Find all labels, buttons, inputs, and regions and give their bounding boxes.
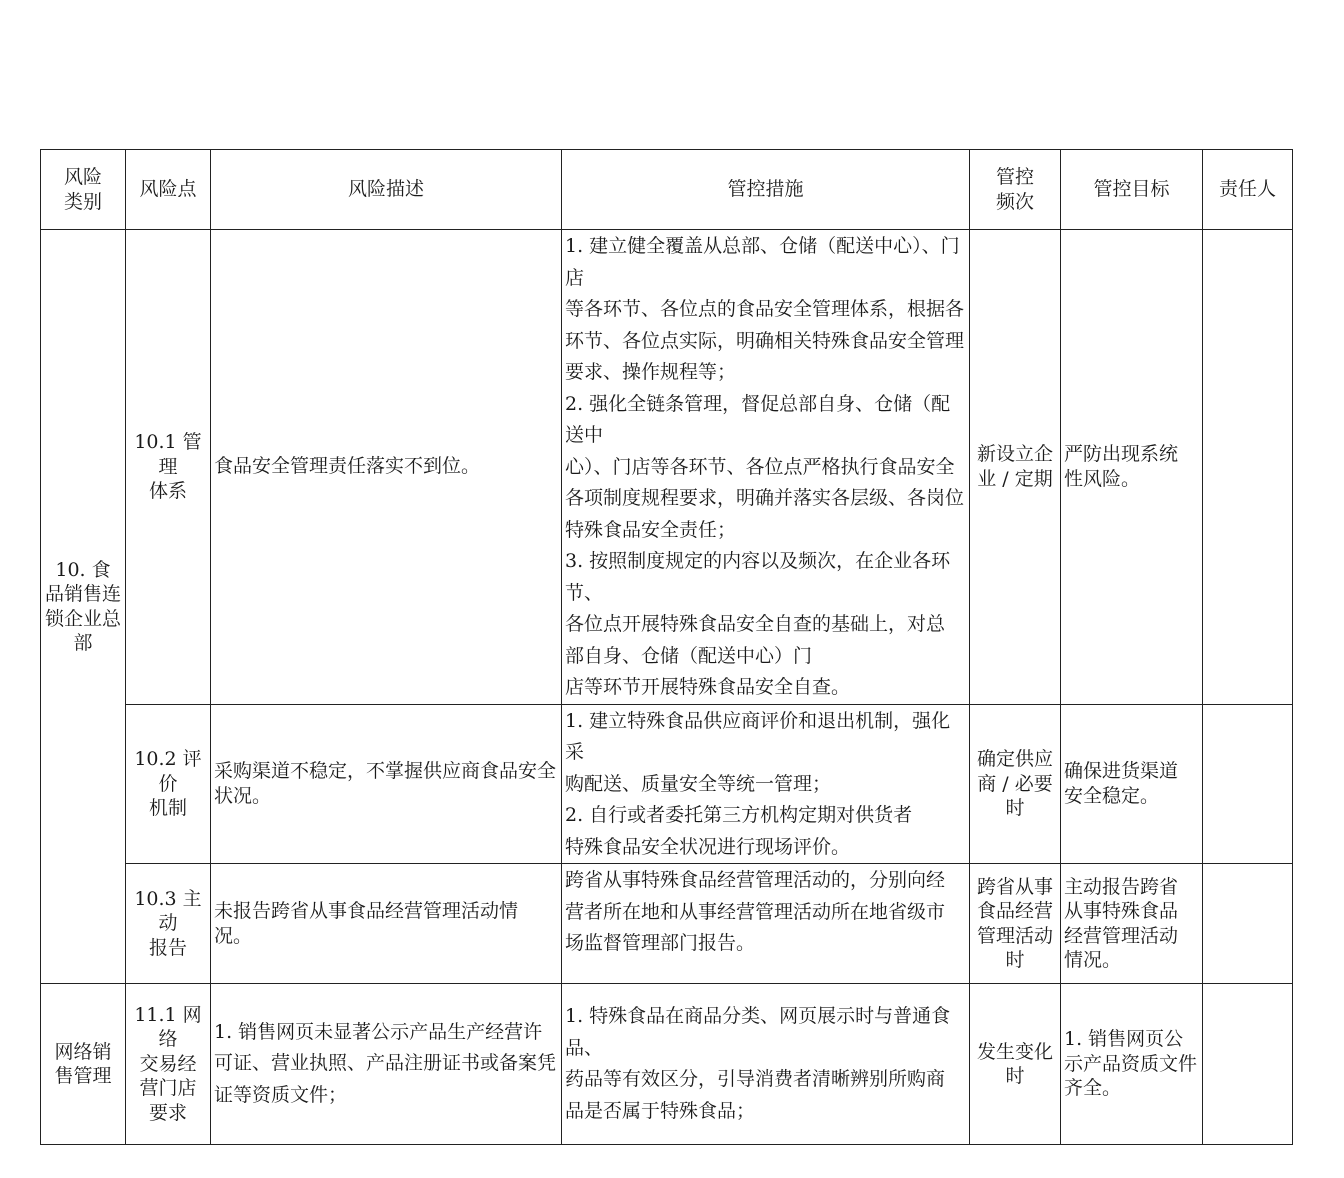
control-measures-cell — [562, 230, 970, 705]
text-line: 类别 — [63, 190, 102, 213]
risk-description-cell — [211, 864, 562, 984]
measure-line: 要求、操作规程等； — [565, 361, 737, 383]
text-line: 品销售连 — [44, 583, 121, 605]
control-target-cell — [1061, 230, 1203, 705]
measure-line: 环节、各位点实际，明确相关特殊食品安全管理 — [565, 329, 965, 352]
text-line: 11.1 网络 — [134, 1003, 202, 1051]
header-responsible: 责任人 — [1203, 150, 1293, 230]
text-line: 营门店 — [139, 1077, 197, 1100]
measure-line: 营者所在地和从事经营管理活动所在地省级市 — [565, 900, 946, 923]
risk-category-cell — [41, 230, 126, 984]
control-frequency-cell — [970, 230, 1061, 705]
table-row — [41, 704, 1293, 864]
control-measures-cell — [562, 864, 970, 984]
text-line: 管理活动 — [976, 924, 1053, 947]
risk-description-cell — [211, 230, 562, 705]
header-target: 管控目标 — [1061, 150, 1203, 230]
text-line: 1. 销售网页公 — [1064, 1028, 1184, 1051]
measure-line: 购配送、质量安全等统一管理； — [565, 772, 832, 795]
measure-line: 各位点开展特殊食品安全自查的基础上，对总 — [565, 613, 946, 635]
text-line: 10. 食 — [55, 558, 111, 581]
text-line: 状况。 — [214, 784, 272, 807]
table-row — [41, 984, 1293, 1145]
text-line: 确定供应 — [976, 748, 1053, 770]
text-line: 示产品资质文件 — [1064, 1052, 1198, 1075]
text-line: 主动报告跨省 — [1064, 875, 1179, 898]
text-line: 频次 — [995, 190, 1034, 213]
measure-line: 1. 建立特殊食品供应商评价和退出机制，强化采 — [565, 709, 951, 763]
measure-line: 等各环节、各位点的食品安全管理体系，根据各 — [565, 298, 965, 320]
measure-line: 心）、门店等各环节、各位点严格执行食品安全 — [565, 455, 955, 478]
text-line: 食品安全管理责任落实不到位。 — [214, 455, 481, 477]
measure-line: 1. 特殊食品在商品分类、网页展示时与普通食品、 — [565, 1005, 951, 1059]
text-line: 新设立企 — [976, 443, 1053, 466]
text-line: 网络销 — [54, 1040, 112, 1063]
text-line: 要求 — [148, 1101, 187, 1124]
text-line: 经营管理活动 — [1064, 924, 1179, 947]
text-line: 报告 — [148, 936, 187, 959]
table-row — [41, 864, 1293, 984]
risk-point-cell — [126, 230, 211, 705]
measure-line: 1. 建立健全覆盖从总部、仓储（配送中心）、门店 — [565, 235, 960, 289]
text-line: 锁企业总 — [44, 607, 121, 630]
text-line: 性风险。 — [1064, 467, 1141, 490]
measure-line: 场监督管理部门报告。 — [565, 932, 756, 954]
text-line: 严防出现系统 — [1064, 443, 1179, 466]
measure-line: 品是否属于特殊食品； — [565, 1099, 756, 1122]
measure-line: 3. 按照制度规定的内容以及频次，在企业各环节、 — [565, 550, 951, 604]
control-frequency-cell — [970, 704, 1061, 864]
text-line: 食品经营 — [976, 900, 1053, 922]
control-target-cell — [1061, 864, 1203, 984]
text-line: 部 — [73, 632, 93, 654]
header-measures: 管控措施 — [562, 150, 970, 230]
risk-description-cell — [211, 984, 562, 1145]
risk-control-table — [40, 149, 1293, 1145]
table-header-row — [41, 150, 1293, 230]
control-measures-cell — [562, 704, 970, 864]
text-line: 况。 — [214, 924, 253, 947]
header-frequency — [970, 150, 1061, 230]
measure-line: 特殊食品安全状况进行现场评价。 — [565, 835, 851, 858]
text-line: 机制 — [148, 797, 187, 819]
text-line: 时 — [1005, 1065, 1025, 1087]
text-line: 时 — [1005, 949, 1025, 971]
text-line: 10.3 主动 — [134, 887, 202, 935]
text-line: 从事特殊食品 — [1064, 900, 1179, 922]
text-line: 风险 — [63, 165, 102, 188]
text-line: 交易经 — [139, 1052, 197, 1075]
risk-description-cell — [211, 704, 562, 864]
responsible-person-cell — [1203, 230, 1293, 705]
responsible-person-cell — [1203, 984, 1293, 1145]
measure-line: 部自身、仓储（配送中心）门 — [565, 644, 813, 667]
control-target-cell — [1061, 704, 1203, 864]
measure-line: 各项制度规程要求，明确并落实各层级、各岗位 — [565, 487, 965, 509]
text-line: 确保进货渠道 — [1064, 760, 1179, 783]
text-line: 售管理 — [54, 1065, 112, 1087]
text-line: 可证、营业执照、产品注册证书或备案凭 — [214, 1052, 557, 1075]
text-line: 采购渠道不稳定，不掌握供应商食品安全 — [214, 760, 557, 783]
control-frequency-cell — [970, 984, 1061, 1145]
measure-line: 店等环节开展特殊食品安全自查。 — [565, 676, 851, 698]
measure-line: 药品等有效区分，引导消费者清晰辨别所购商 — [565, 1068, 946, 1090]
header-category — [41, 150, 126, 230]
text-line: 10.2 评价 — [134, 748, 202, 795]
risk-point-cell — [126, 704, 211, 864]
text-line: 证等资质文件； — [214, 1083, 348, 1106]
control-frequency-cell — [970, 864, 1061, 984]
table-row — [41, 230, 1293, 705]
risk-category-cell — [41, 984, 126, 1145]
risk-point-cell — [126, 984, 211, 1145]
measure-line: 跨省从事特殊食品经营管理活动的，分别向经 — [565, 869, 946, 891]
risk-point-cell — [126, 864, 211, 984]
text-line: 体系 — [148, 480, 187, 502]
responsible-person-cell — [1203, 864, 1293, 984]
text-line: 业 / 定期 — [977, 467, 1053, 490]
text-line: 管控 — [995, 165, 1034, 188]
text-line: 未报告跨省从事食品经营管理活动情 — [214, 900, 519, 922]
text-line: 情况。 — [1064, 949, 1122, 971]
text-line: 发生变化 — [976, 1040, 1053, 1063]
control-target-cell — [1061, 984, 1203, 1145]
text-line: 安全稳定。 — [1064, 784, 1160, 807]
control-measures-cell — [562, 984, 970, 1145]
text-line: 1. 销售网页未显著公示产品生产经营许 — [214, 1020, 543, 1043]
text-line: 跨省从事 — [976, 875, 1053, 898]
text-line: 10.1 管理 — [134, 431, 202, 478]
measure-line: 2. 自行或者委托第三方机构定期对供货者 — [565, 804, 913, 826]
measure-line: 特殊食品安全责任； — [565, 518, 737, 541]
text-line: 时 — [1005, 797, 1025, 819]
header-description: 风险描述 — [211, 150, 562, 230]
text-line: 商 / 必要 — [977, 772, 1053, 795]
measure-line: 2. 强化全链条管理，督促总部自身、仓储（配送中 — [565, 392, 951, 446]
responsible-person-cell — [1203, 704, 1293, 864]
text-line: 齐全。 — [1064, 1077, 1122, 1100]
header-point: 风险点 — [126, 150, 211, 230]
